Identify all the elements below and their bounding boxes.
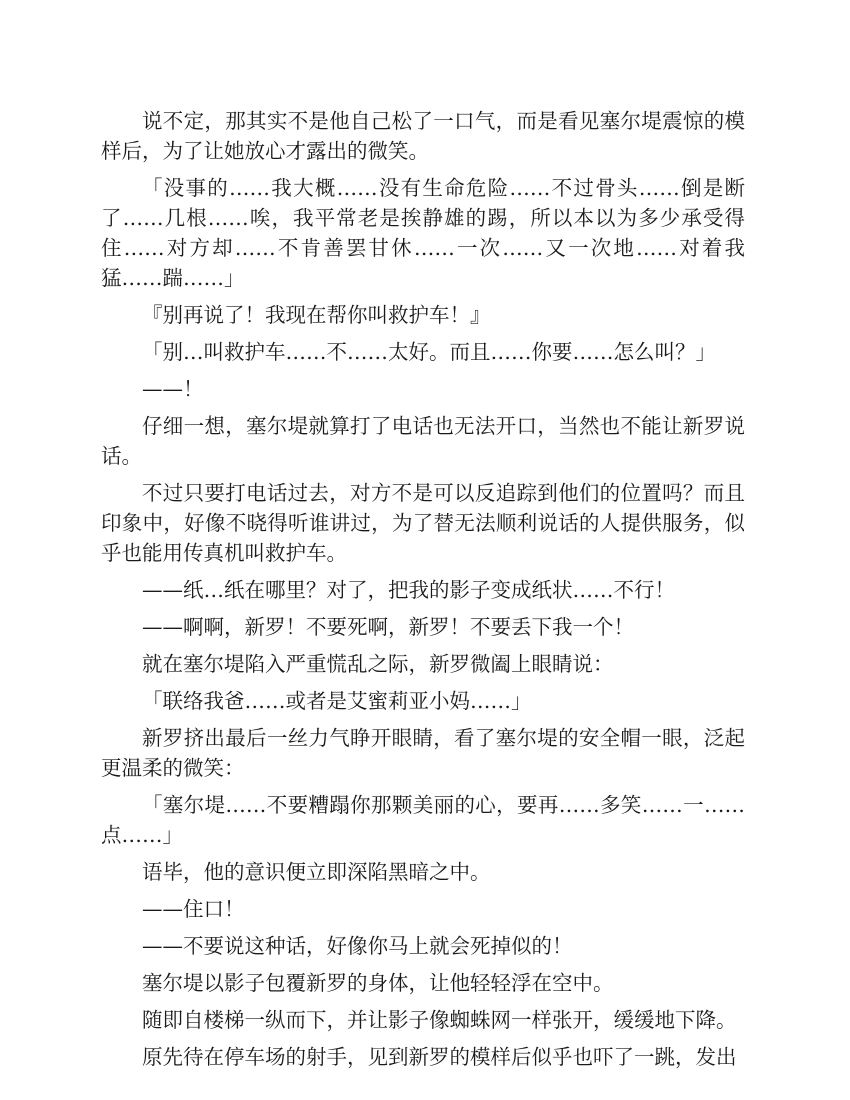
paragraph: 就在塞尔堤陷入严重慌乱之际，新罗微阖上眼睛说： xyxy=(142,652,614,676)
paragraph: 『别再说了！我现在帮你叫救护车！』 xyxy=(142,303,491,327)
paragraph: 原先待在停车场的射手，见到新罗的模样后似乎也吓了一跳，发出 xyxy=(142,1045,737,1069)
paragraph: 「塞尔堤……不要糟蹋你那颗美丽的心，要再……多笑……一……点……」 xyxy=(101,793,745,847)
paragraph: ——！ xyxy=(142,377,204,401)
paragraph: 塞尔堤以影子包覆新罗的身体，让他轻轻浮在空中。 xyxy=(142,971,614,995)
paragraph: 语毕，他的意识便立即深陷黑暗之中。 xyxy=(142,860,491,884)
paragraph: 仔细一想，塞尔堤就算打了电话也无法开口，当然也不能让新罗说话。 xyxy=(101,414,745,468)
paragraph: ——住口！ xyxy=(142,897,245,921)
paragraph: ——不要说这种话，好像你马上就会死掉似的！ xyxy=(142,934,573,958)
paragraph: ——啊啊，新罗！不要死啊，新罗！不要丢下我一个！ xyxy=(142,615,634,639)
paragraph: 「别…叫救护车……不……太好。而且……你要……怎么叫？」 xyxy=(142,340,716,364)
paragraph: 不过只要打电话过去，对方不是可以反追踪到他们的位置吗？而且印象中，好像不晓得听谁讲过，为了替无法顺利说话的人提供服务，似乎也能用传真机叫救护车。 xyxy=(101,481,745,565)
paragraph: 说不定，那其实不是他自己松了一口气，而是看见塞尔堤震惊的模样后，为了让她放心才露出的微笑。 xyxy=(101,109,745,163)
paragraph: 随即自楼梯一纵而下，并让影子像蜘蛛网一样张开，缓缓地下降。 xyxy=(142,1008,737,1032)
paragraph: 新罗挤出最后一丝力气睁开眼睛，看了塞尔堤的安全帽一眼，泛起更温柔的微笑： xyxy=(101,726,745,780)
paragraph: ——纸…纸在哪里？对了，把我的影子变成纸状……不行！ xyxy=(142,578,675,602)
paragraph: 「联络我爸……或者是艾蜜莉亚小妈……」 xyxy=(142,689,532,713)
document-page xyxy=(101,106,745,1079)
paragraph: 「没事的……我大概……没有生命危险……不过骨头……倒是断了……几根……唉，我平常老是挨静雄的踢，所以本以为多少承受得住……对方却……不肯善罢甘休……一次……又一次地……对着我猛……踹……」 xyxy=(101,176,745,290)
